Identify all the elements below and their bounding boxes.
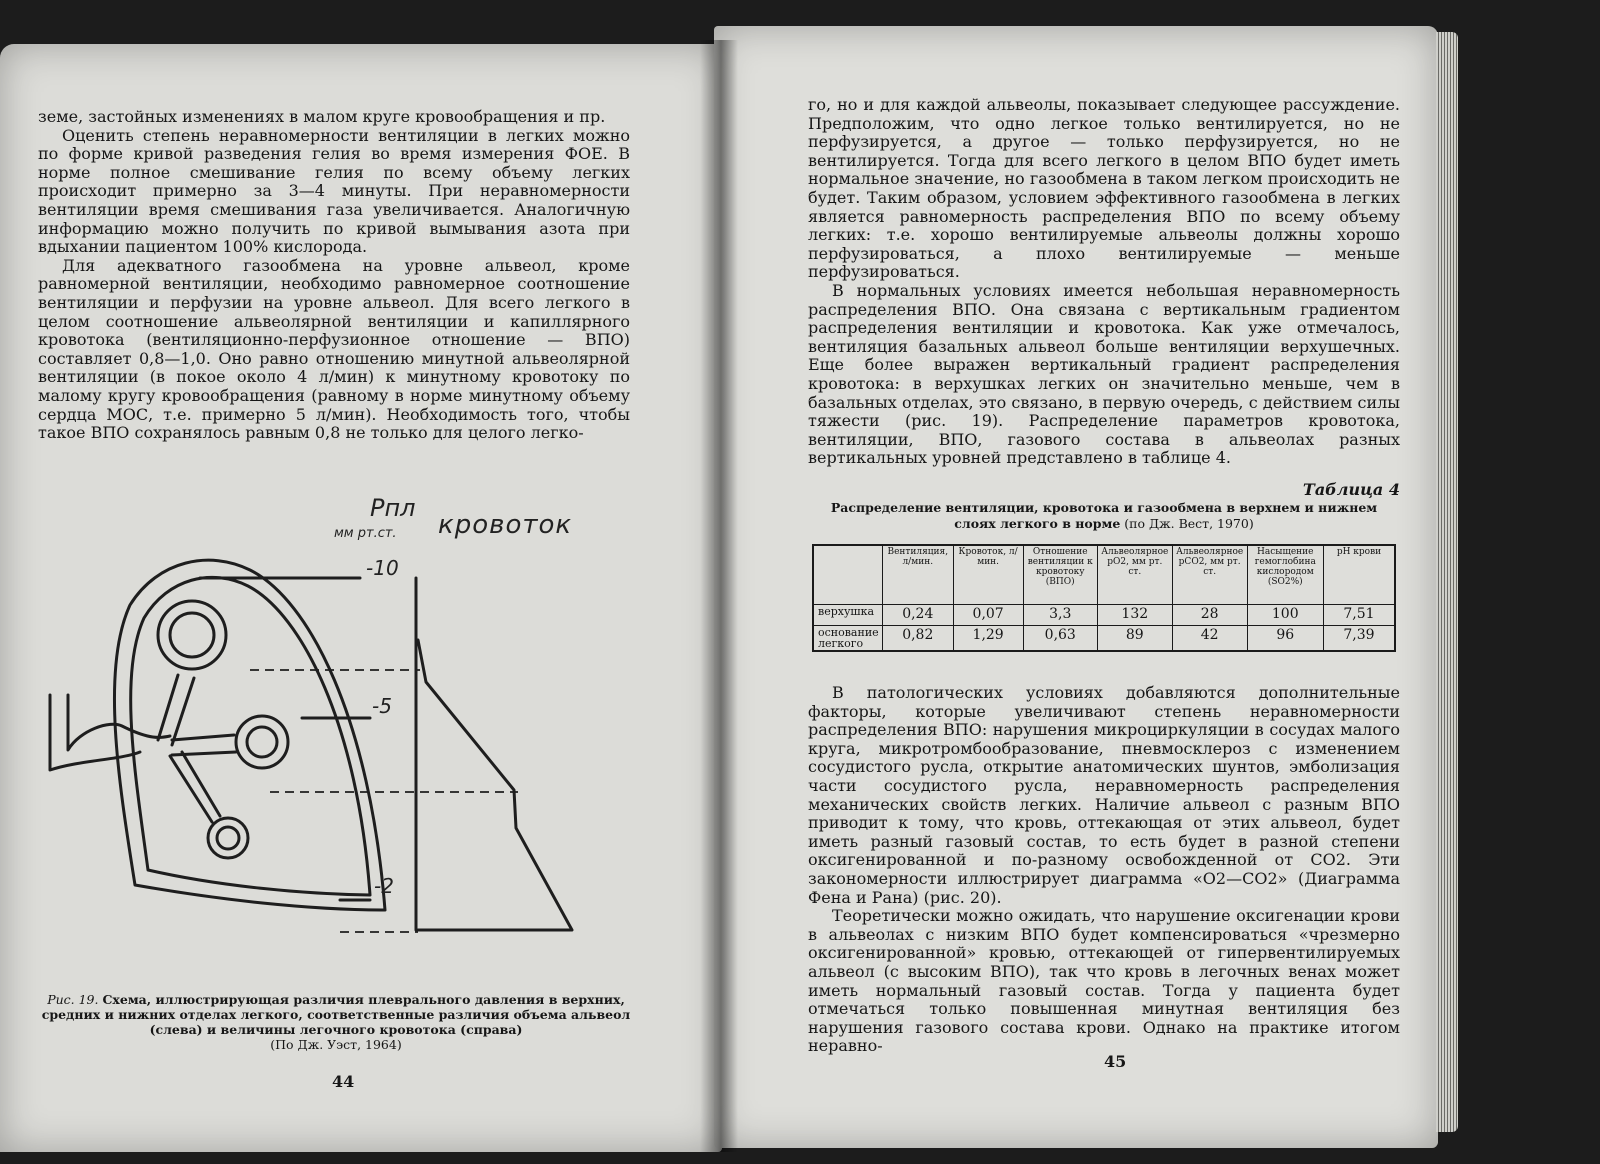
pressure-level-middle: -5 xyxy=(372,694,392,718)
table-row xyxy=(813,626,1395,652)
left-page-text xyxy=(38,108,630,443)
right-page-text-top xyxy=(808,96,1400,468)
figure-19 xyxy=(40,490,600,970)
pressure-level-bottom: -2 xyxy=(374,874,394,898)
alveolus-bottom xyxy=(208,818,248,858)
table-cell: 0,24 xyxy=(882,605,953,626)
pressure-units-label: мм рт.ст. xyxy=(334,526,397,541)
table-cell: 0,82 xyxy=(882,626,953,652)
table-header: Альвеолярное pO2, мм рт. ст. xyxy=(1097,545,1172,605)
table-cell: 7,39 xyxy=(1323,626,1395,652)
blood-flow-label: кровоток xyxy=(438,510,573,540)
table-header: pH крови xyxy=(1323,545,1395,605)
caption-text: Схема, иллюстрирующая различия плеврального давления в верхних, средних и нижних отделах легкого, соответственные различия объема альвеол (слева) и величины легочного кровотока (справа) xyxy=(41,992,631,1037)
right-page-text-bottom xyxy=(808,684,1400,1056)
alveolus-middle xyxy=(236,716,288,768)
airway-top xyxy=(158,675,194,745)
table-cell: 100 xyxy=(1247,605,1323,626)
table-cell: 96 xyxy=(1247,626,1323,652)
table-header: Отношение вентиляции к кровотоку (ВПО) xyxy=(1023,545,1097,605)
paragraph: В нормальных условиях имеется небольшая неравномерность распределения ВПО. Она связана с вертикальным градиентом распределения вентиляции и кровотока. Как уже отмечалось, вентиляция базальных альвеол больше вентиляции верхушечных. Еще более выражен вертикальный градиент распределения кровотока: в верхушках легких он значительно меньше, чем в базальных отделах, это связано, в первую очередь, с действием силы тяжести (рис. 19). Распределение параметров кровотока, вентиляции, ВПО, газового состава в альвеолах разных вертикальных уровней представлено в таблице 4. xyxy=(808,280,1400,468)
paragraph: Для адекватного газообмена на уровне альвеол, кроме равномерной вентиляции, необходимо равномерное соотношение вентиляции и перфузии на уровне альвеол. Для всего легкого в целом соотношение альвеолярной вентиляции и капиллярного кровотока (вентиляционно-перфузионное отношение — ВПО) составляет 0,8—1,0. Оно равно отношению минутной альвеолярной вентиляции (в покое около 4 л/мин) к минутному кровотоку по малому кругу кровообращения (равному в норме минутному объему сердца МОС, т.е. примерно 5 л/мин). Необходимость того, чтобы такое ВПО сохранялось равным 0,8 не только для целого легко- xyxy=(38,255,630,443)
lung-diagram xyxy=(40,490,600,970)
table-cell: 132 xyxy=(1097,605,1172,626)
book-spine xyxy=(700,40,738,1152)
blood-flow-curve xyxy=(418,640,572,930)
paragraph: Оценить степень неравномерности вентиляции в легких можно по форме кривой разведения гелия во время измерения ФОЕ. В норме полное смешивание гелия по всему объему легких происходит примерно за 3—4 минуты. При неравномерности вентиляции время смешивания газа увеличивается. Аналогичную информацию можно получить по кривой вымывания азота при вдыхании пациентом 100% кислорода. xyxy=(38,125,630,257)
table-title-main: Распределение вентиляции, кровотока и газообмена в верхнем и нижнем слоях легкого в норме xyxy=(830,500,1378,531)
paragraph: го, но и для каждой альвеолы, показывает следующее рассуждение. Предположим, что одно легкое только вентилируется, но не перфузируется, а другое — только перфузируется, но не вентилируется. Тогда для всего легкого в целом ВПО будет иметь нормальное значение, но газообмена в таком легком происходить не будет. Таким образом, условием эффективного газообмена в легких является равномерность распределения ВПО по всему объему легких: т.е. хорошо вентилируемые альвеолы должны хорошо перфузироваться, а плохо вентилируемые — меньше перфузироваться. xyxy=(808,95,1400,282)
table-cell: 89 xyxy=(1097,626,1172,652)
alveolus-bottom-inner xyxy=(217,827,239,849)
table-header xyxy=(813,545,882,605)
table-header: Кровоток, л/мин. xyxy=(953,545,1023,605)
table-label: Таблица 4 xyxy=(1302,480,1400,499)
table-title-source: (по Дж. Вест, 1970) xyxy=(1124,516,1254,531)
figure-caption xyxy=(40,992,632,1052)
caption-label: Рис. 19. xyxy=(47,992,99,1007)
table-header: Альвеолярное pCO2, мм рт. ст. xyxy=(1172,545,1247,605)
table-cell: 28 xyxy=(1172,605,1247,626)
table-header-row xyxy=(813,545,1395,605)
alveolus-middle-inner xyxy=(247,727,277,757)
table-header: Вентиляция, л/мин. xyxy=(882,545,953,605)
paragraph: земе, застойных изменениях в малом круге кровообращения и пр. xyxy=(38,107,606,126)
table-cell: 7,51 xyxy=(1323,605,1395,626)
table-cell: 1,29 xyxy=(953,626,1023,652)
table-title xyxy=(808,500,1400,532)
table-cell: 0,63 xyxy=(1023,626,1097,652)
paragraph: Теоретически можно ожидать, что нарушение оксигенации крови в альвеолах с низким ВПО будет компенсироваться «чрезмерно оксигенированной» кровью, оттекающей от гипервентилируемых альвеол (с высоким ВПО), так что кровь в легочных венах может иметь нормальный газовый состав. Тогда у пациента будет отмечаться только повышенная минутная вентиляция без нарушения газового состава крови. Однако на практике итогом неравно- xyxy=(808,906,1400,1056)
page-edges xyxy=(1436,32,1458,1132)
alveolus-top-inner xyxy=(170,613,214,657)
page-number-left: 44 xyxy=(332,1072,355,1091)
bronchus xyxy=(50,695,170,770)
alveolus-top xyxy=(158,601,226,669)
paragraph: В патологических условиях добавляются дополнительные факторы, которые увеличивают степень неравномерности распределения ВПО: нарушения микроциркуляции в сосудах малого круга, микротромбообразование, пневмосклероз с изменением сосудистого русла, открытие анатомических шунтов, эмболизация части сосудистого русла, неравномерность распределения механических свойств легких. Наличие альвеол с разным ВПО приводит к тому, что кровь, оттекающая от этих альвеол, будет иметь разный газовый состав, то есть будет в разной степени оксигенированной и по-разному освобожденной от CO2. Эти закономерности иллюстрирует диаграмма «O2—CO2» (Диаграмма Фена и Рана) (рис. 20). xyxy=(808,683,1400,907)
data-table xyxy=(812,544,1396,652)
table-cell: основание легкого xyxy=(813,626,882,652)
table-cell: 3,3 xyxy=(1023,605,1097,626)
table-cell: верхушка xyxy=(813,605,882,626)
caption-source: (По Дж. Уэст, 1964) xyxy=(270,1037,402,1052)
table-cell: 0,07 xyxy=(953,605,1023,626)
table-header: Насыщение гемоглобина кислородом (SO2%) xyxy=(1247,545,1323,605)
page-number-right: 45 xyxy=(1104,1052,1127,1071)
table-cell: 42 xyxy=(1172,626,1247,652)
airway-bottom xyxy=(170,752,220,822)
pleural-pressure-label: Pпл xyxy=(370,494,416,522)
table-row xyxy=(813,605,1395,626)
pressure-level-top: -10 xyxy=(366,556,399,580)
